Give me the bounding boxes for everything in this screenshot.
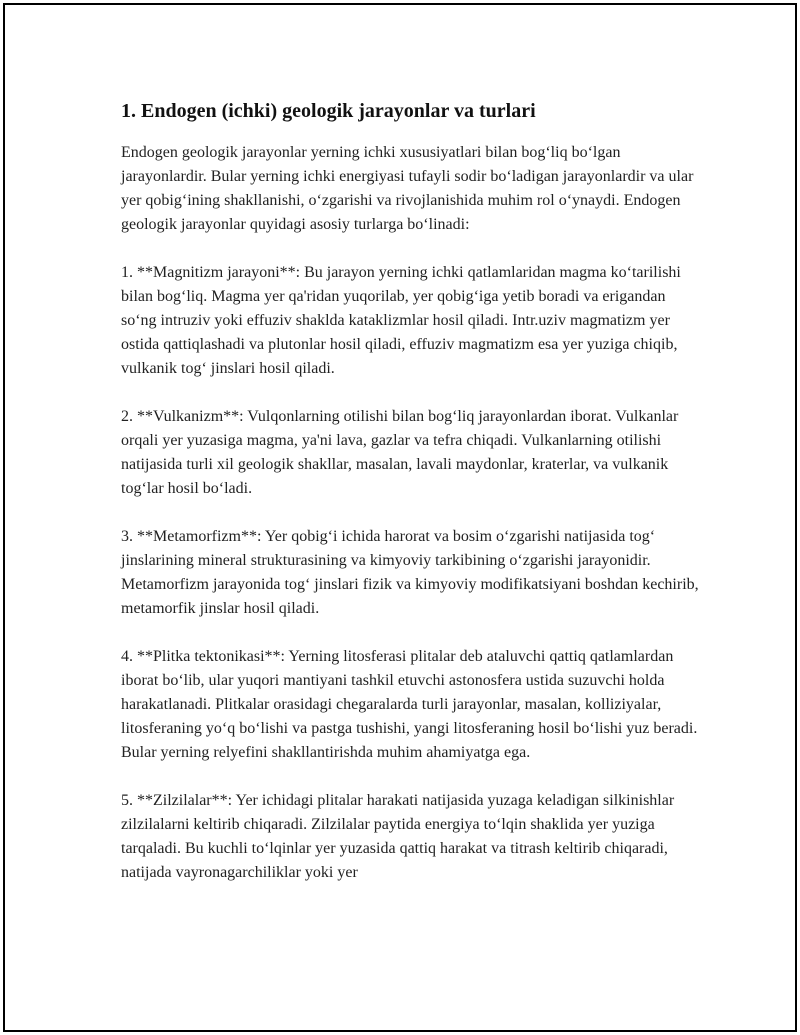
list-item-zilzilalar: 5. **Zilzilalar**: Yer ichidagi plitalar harakati natijasida yuzaga keladigan silkinishlar zilzilalarni keltirib chiqaradi. Zilzilalar paytida energiya to‘lqin shaklida yer yuziga tarqaladi. Bu kuchli to‘lqinlar yer yuzasida qattiq harakat va titrash keltirib chiqaradi, natijada vayronagarchiliklar yoki yer bbox=[121, 792, 675, 881]
list-item-metamorfizm: 3. **Metamorfizm**: Yer qobig‘i ichida harorat va bosim o‘zgarishi natijasida tog‘ jinslarining mineral strukturasining va kimyoviy tarkibining o‘zgarishi jarayonidir. Metamorfizm jarayonida tog‘ jinslari fizik va kimyoviy modifikatsiyani boshdan kechirib, metamorfik jinslar hosil qiladi. bbox=[121, 528, 699, 617]
list-item-vulkanizm: 2. **Vulkanizm**: Vulqonlarning otilishi bilan bog‘liq jarayonlardan iborat. Vulkanlar orqali yer yuzasiga magma, ya'ni lava, gazlar va tefra chiqadi. Vulkanlarning otilishi natijasida turli xil geologik shakllar, masalan, lavali maydonlar, kraterlar, va vulkanik tog‘lar hosil bo‘ladi. bbox=[121, 408, 679, 497]
intro-paragraph: Endogen geologik jarayonlar yerning ichki xususiyatlari bilan bog‘liq bo‘lgan jarayonlardir. Bular yerning ichki energiyasi tufayli sodir bo‘ladigan jarayonlardir va ular yer qobig‘ining shakllanishi, o‘zgarishi va rivojlanishida muhim rol o‘ynaydi. Endogen geologik jarayonlar quyidagi asosiy turlarga bo‘linadi: bbox=[121, 144, 694, 233]
document-title: 1. Endogen (ichki) geologik jarayonlar va turlari bbox=[121, 100, 536, 122]
page-frame bbox=[3, 3, 797, 1032]
document-body bbox=[121, 97, 701, 909]
list-item-magnitizm: 1. **Magnitizm jarayoni**: Bu jarayon yerning ichki qatlamlaridan magma ko‘tarilishi bilan bog‘liq. Magma yer qa'ridan yuqorilab, yer qobig‘iga yetib boradi va erigandan so‘ng intruziv yoki effuziv shaklda kataklizmlar hosil qiladi. Intr.uziv magmatizm yer ostida qattiqlashadi va plutonlar hosil qiladi, effuziv magmatizm esa yer yuziga chiqib, vulkanik tog‘ jinslari hosil qiladi. bbox=[121, 264, 681, 377]
list-item-plitka-tektonikasi: 4. **Plitka tektonikasi**: Yerning litosferasi plitalar deb ataluvchi qattiq qatlamlardan iborat bo‘lib, ular yuqori mantiyani tashkil etuvchi astonosfera ustida suzuvchi holda harakatlanadi. Plitkalar orasidagi chegaralarda turli jarayonlar, masalan, kolliziyalar, litosferaning yo‘q bo‘lishi va pastga tushishi, yangi litosferaning hosil bo‘lishi yuz beradi. Bular yerning relyefini shakllantirishda muhim ahamiyatga ega. bbox=[121, 648, 698, 761]
